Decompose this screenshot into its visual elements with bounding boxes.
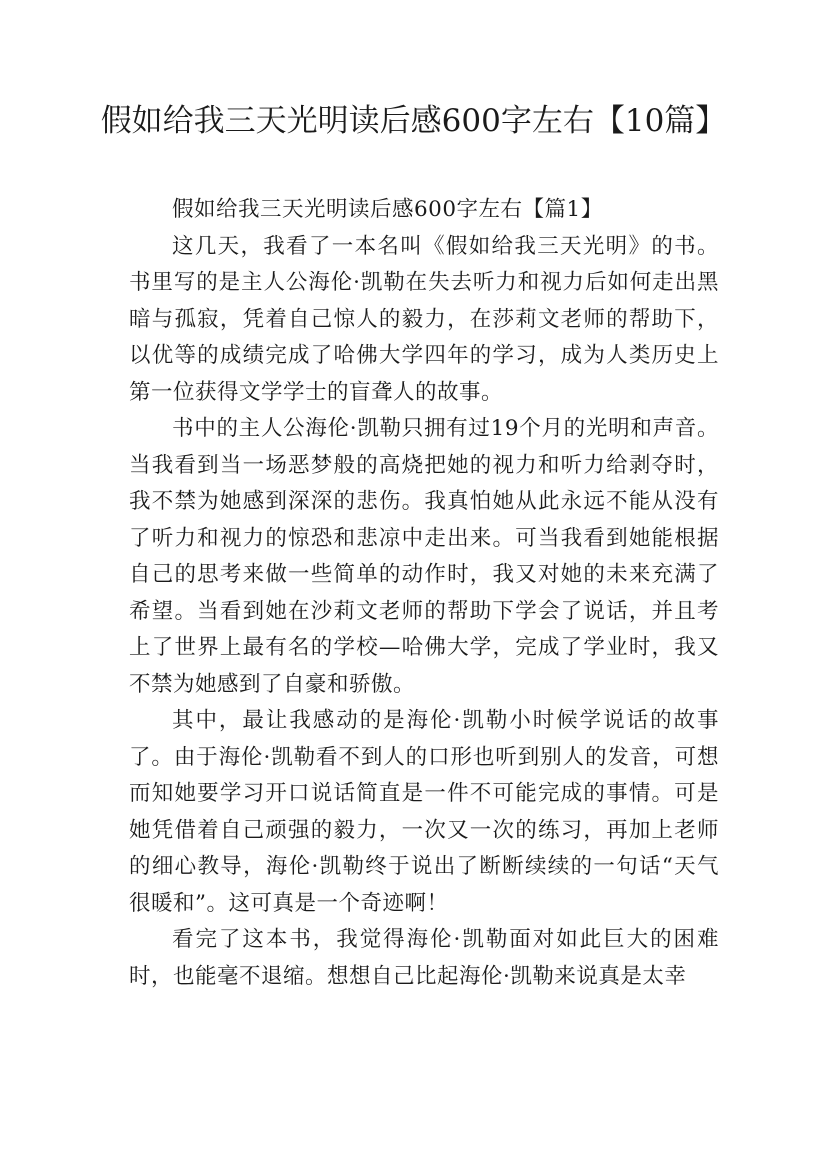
document-body xyxy=(129,192,719,995)
paragraph-3: 其中，最让我感动的是海伦·凯勒小时候学说话的故事了。由于海伦·凯勒看不到人的口形也听到别人的发音，可想而知她要学习开口说话简直是一件不可能完成的事情。可是她凭借着自己顽强的毅力，一次又一次的练习，再加上老师的细心教导，海伦·凯勒终于说出了断断续续的一句话“天气很暖和”。这可真是一个奇迹啊！ xyxy=(129,708,719,916)
paragraph-4: 看完了这本书，我觉得海伦·凯勒面对如此巨大的困难时，也能毫不退缩。想想自己比起海伦·凯勒来说真是太幸 xyxy=(129,927,719,989)
paragraph-1: 这几天，我看了一本名叫《假如给我三天光明》的书。书里写的是主人公海伦·凯勒在失去听力和视力后如何走出黑暗与孤寂，凭着自己惊人的毅力，在莎莉文老师的帮助下，以优等的成绩完成了哈佛大学四年的学习，成为人类历史上第一位获得文学学士的盲聋人的故事。 xyxy=(129,233,719,405)
section-heading: 假如给我三天光明读后感600字左右【篇1】 xyxy=(172,197,603,222)
document-title: 假如给我三天光明读后感600字左右【10篇】 xyxy=(100,103,727,139)
paragraph-2: 书中的主人公海伦·凯勒只拥有过19个月的光明和声音。当我看到当一场恶梦般的高烧把她的视力和听力给剥夺时，我不禁为她感到深深的悲伤。我真怕她从此永远不能从没有了听力和视力的惊恐和悲凉中走出来。可当我看到她能根据自己的思考来做一些简单的动作时，我又对她的未来充满了希望。当看到她在沙莉文老师的帮助下学会了说话，并且考上了世界上最有名的学校—哈佛大学，完成了学业时，我又不禁为她感到了自豪和骄傲。 xyxy=(129,416,719,697)
